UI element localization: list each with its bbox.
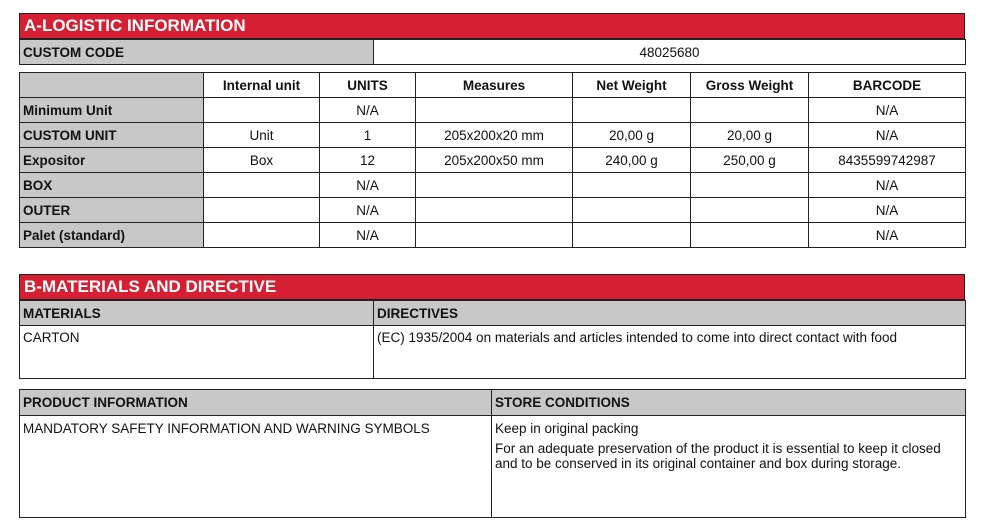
table-cell: 205x200x50 mm xyxy=(416,148,573,173)
table-cell: 1 xyxy=(320,123,416,148)
table-cell: 12 xyxy=(320,148,416,173)
section-b-title: B-MATERIALS AND DIRECTIVE xyxy=(19,274,965,300)
product-info-value: MANDATORY SAFETY INFORMATION AND WARNING SYMBOLS xyxy=(20,416,492,518)
table-row xyxy=(20,98,966,123)
table-cell xyxy=(691,223,809,248)
table-row xyxy=(20,198,966,223)
table-cell xyxy=(416,173,573,198)
header-cell: UNITS xyxy=(320,73,416,98)
row-label: OUTER xyxy=(20,198,204,223)
table-row xyxy=(20,173,966,198)
materials-table xyxy=(19,300,966,379)
table-cell: N/A xyxy=(320,198,416,223)
table-cell xyxy=(691,173,809,198)
section-a-title: A-LOGISTIC INFORMATION xyxy=(19,13,965,39)
table-cell xyxy=(416,223,573,248)
row-label: BOX xyxy=(20,173,204,198)
store-paragraph: For an adequate preservation of the product it is essential to keep it closed and to be conserved in its original container and box during storage. xyxy=(495,441,941,471)
table-cell xyxy=(573,173,691,198)
table-cell: 20,00 g xyxy=(573,123,691,148)
row-label: Expositor xyxy=(20,148,204,173)
table-row xyxy=(20,223,966,248)
table-cell: N/A xyxy=(809,198,966,223)
table-cell: 250,00 g xyxy=(691,148,809,173)
table-cell xyxy=(573,198,691,223)
table-row xyxy=(20,123,966,148)
table-cell: N/A xyxy=(320,223,416,248)
table-cell xyxy=(573,98,691,123)
row-label: CUSTOM UNIT xyxy=(20,123,204,148)
row-label: Palet (standard) xyxy=(20,223,204,248)
table-cell: N/A xyxy=(809,123,966,148)
table-cell xyxy=(204,173,320,198)
table-cell xyxy=(204,198,320,223)
table-cell xyxy=(204,98,320,123)
table-cell: 240,00 g xyxy=(573,148,691,173)
table-cell xyxy=(204,223,320,248)
header-cell: Internal unit xyxy=(204,73,320,98)
header-cell: BARCODE xyxy=(809,73,966,98)
directive-value: (EC) 1935/2004 on materials and articles intended to come into direct contact with food xyxy=(374,326,966,379)
table-cell: 8435599742987 xyxy=(809,148,966,173)
directives-label: DIRECTIVES xyxy=(374,301,966,326)
row-label: Minimum Unit xyxy=(20,98,204,123)
store-line: Keep in original packing xyxy=(495,421,639,436)
product-info-label: PRODUCT INFORMATION xyxy=(20,390,492,416)
material-value: CARTON xyxy=(20,326,374,379)
table-cell: N/A xyxy=(809,173,966,198)
table-cell: 205x200x20 mm xyxy=(416,123,573,148)
header-cell xyxy=(20,73,204,98)
custom-code-label: CUSTOM CODE xyxy=(20,40,374,65)
product-info-table xyxy=(19,389,966,518)
table-cell: N/A xyxy=(809,223,966,248)
table-row xyxy=(20,148,966,173)
table-cell xyxy=(573,223,691,248)
header-cell: Gross Weight xyxy=(691,73,809,98)
header-cell: Measures xyxy=(416,73,573,98)
custom-code-table xyxy=(19,39,966,65)
logistic-header-row xyxy=(20,73,966,98)
table-cell: N/A xyxy=(320,98,416,123)
materials-label: MATERIALS xyxy=(20,301,374,326)
table-cell xyxy=(691,198,809,223)
store-conditions-cell xyxy=(492,416,966,518)
table-cell: N/A xyxy=(809,98,966,123)
custom-code-value: 48025680 xyxy=(374,40,966,65)
header-cell: Net Weight xyxy=(573,73,691,98)
table-cell xyxy=(416,98,573,123)
table-cell: 20,00 g xyxy=(691,123,809,148)
table-cell: Unit xyxy=(204,123,320,148)
table-cell: N/A xyxy=(320,173,416,198)
table-cell xyxy=(691,98,809,123)
table-cell: Box xyxy=(204,148,320,173)
table-cell xyxy=(416,198,573,223)
logistic-table xyxy=(19,72,966,248)
store-conditions-label: STORE CONDITIONS xyxy=(492,390,966,416)
